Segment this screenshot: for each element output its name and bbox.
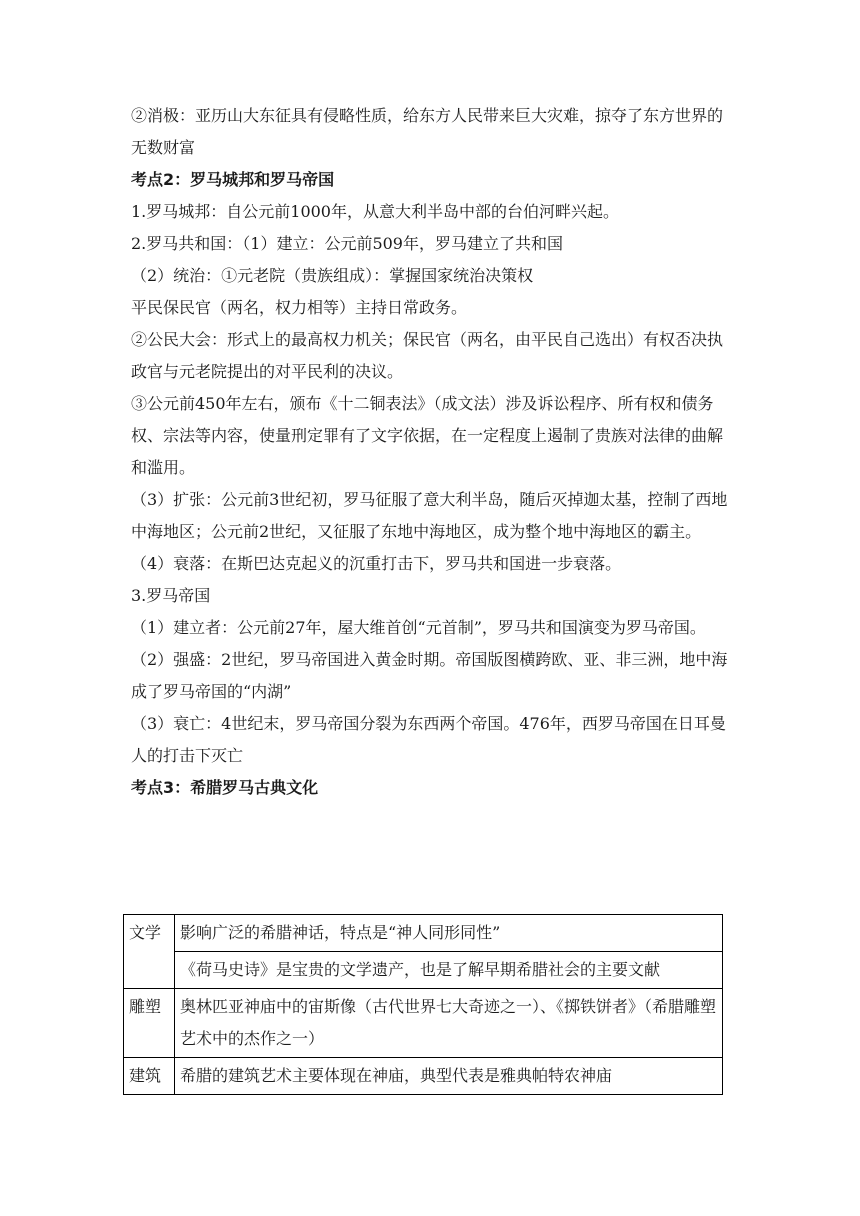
document-body (131, 100, 731, 804)
table-row (124, 1058, 723, 1095)
table-text-cell: 影响广泛的希腊神话，特点是“神人同形同性” (175, 915, 723, 952)
section-heading-culture: 考点3：希腊罗马古典文化 (131, 778, 319, 797)
table-row (124, 989, 723, 1058)
paragraph-decline: （4）衰落：在斯巴达克起义的沉重打击下，罗马共和国进一步衰落。 (131, 554, 622, 573)
paragraph-empire-fall: （3）衰亡：4世纪末，罗马帝国分裂为东西两个帝国。476年，西罗马帝国在日耳曼人的打击下灭亡 (131, 714, 726, 765)
paragraph-rule-senate: （2）统治：①元老院（贵族组成）：掌握国家统治决策权 (131, 266, 534, 285)
paragraph-negative-impact: ②消极：亚历山大东征具有侵略性质，给东方人民带来巨大灾难，掠夺了东方世界的无数财富 (131, 106, 724, 157)
table-row (124, 915, 723, 952)
paragraph-twelve-tables: ③公元前450年左右，颁布《十二铜表法》（成文法）涉及诉讼程序、所有权和债务权、宗法等内容，使量刑定罪有了文字依据，在一定程度上遏制了贵族对法律的曲解和滥用。 (131, 394, 724, 477)
table-category-cell: 文学 (124, 915, 175, 989)
paragraph-roman-empire: 3.罗马帝国 (131, 586, 211, 605)
paragraph-assembly: ②公民大会：形式上的最高权力机关；保民官（两名，由平民自己选出）有权否决执政官与元老院提出的对平民利的决议。 (131, 330, 724, 381)
table-text-cell: 奥林匹亚神庙中的宙斯像（古代世界七大奇迹之一）、《掷铁饼者》（希腊雕塑艺术中的杰作之一） (175, 989, 723, 1058)
table-row (124, 952, 723, 989)
paragraph-roman-city-state: 1.罗马城邦：自公元前1000年，从意大利半岛中部的台伯河畔兴起。 (131, 202, 619, 221)
paragraph-empire-prosperity: （2）强盛：2世纪，罗马帝国进入黄金时期。帝国版图横跨欧、亚、非三洲，地中海成了罗马帝国的“内湖” (131, 650, 728, 701)
table-text-cell: 希腊的建筑艺术主要体现在神庙，典型代表是雅典帕特农神庙 (175, 1058, 723, 1095)
section-heading-rome: 考点2：罗马城邦和罗马帝国 (131, 170, 335, 189)
paragraph-empire-founding: （1）建立者：公元前27年，屋大维首创“元首制”，罗马共和国演变为罗马帝国。 (131, 618, 706, 637)
paragraph-expansion: （3）扩张：公元前3世纪初，罗马征服了意大利半岛，随后灭掉迦太基，控制了西地中海地区；公元前2世纪，又征服了东地中海地区，成为整个地中海地区的霸主。 (131, 490, 728, 541)
table-category-cell: 雕塑 (124, 989, 175, 1058)
culture-table (123, 914, 723, 1095)
table-text-cell: 《荷马史诗》是宝贵的文学遗产，也是了解早期希腊社会的主要文献 (175, 952, 723, 989)
paragraph-tribunes: 平民保民官（两名，权力相等）主持日常政务。 (131, 298, 468, 317)
paragraph-roman-republic: 2.罗马共和国：（1）建立：公元前509年，罗马建立了共和国 (131, 234, 563, 253)
table-category-cell: 建筑 (124, 1058, 175, 1095)
